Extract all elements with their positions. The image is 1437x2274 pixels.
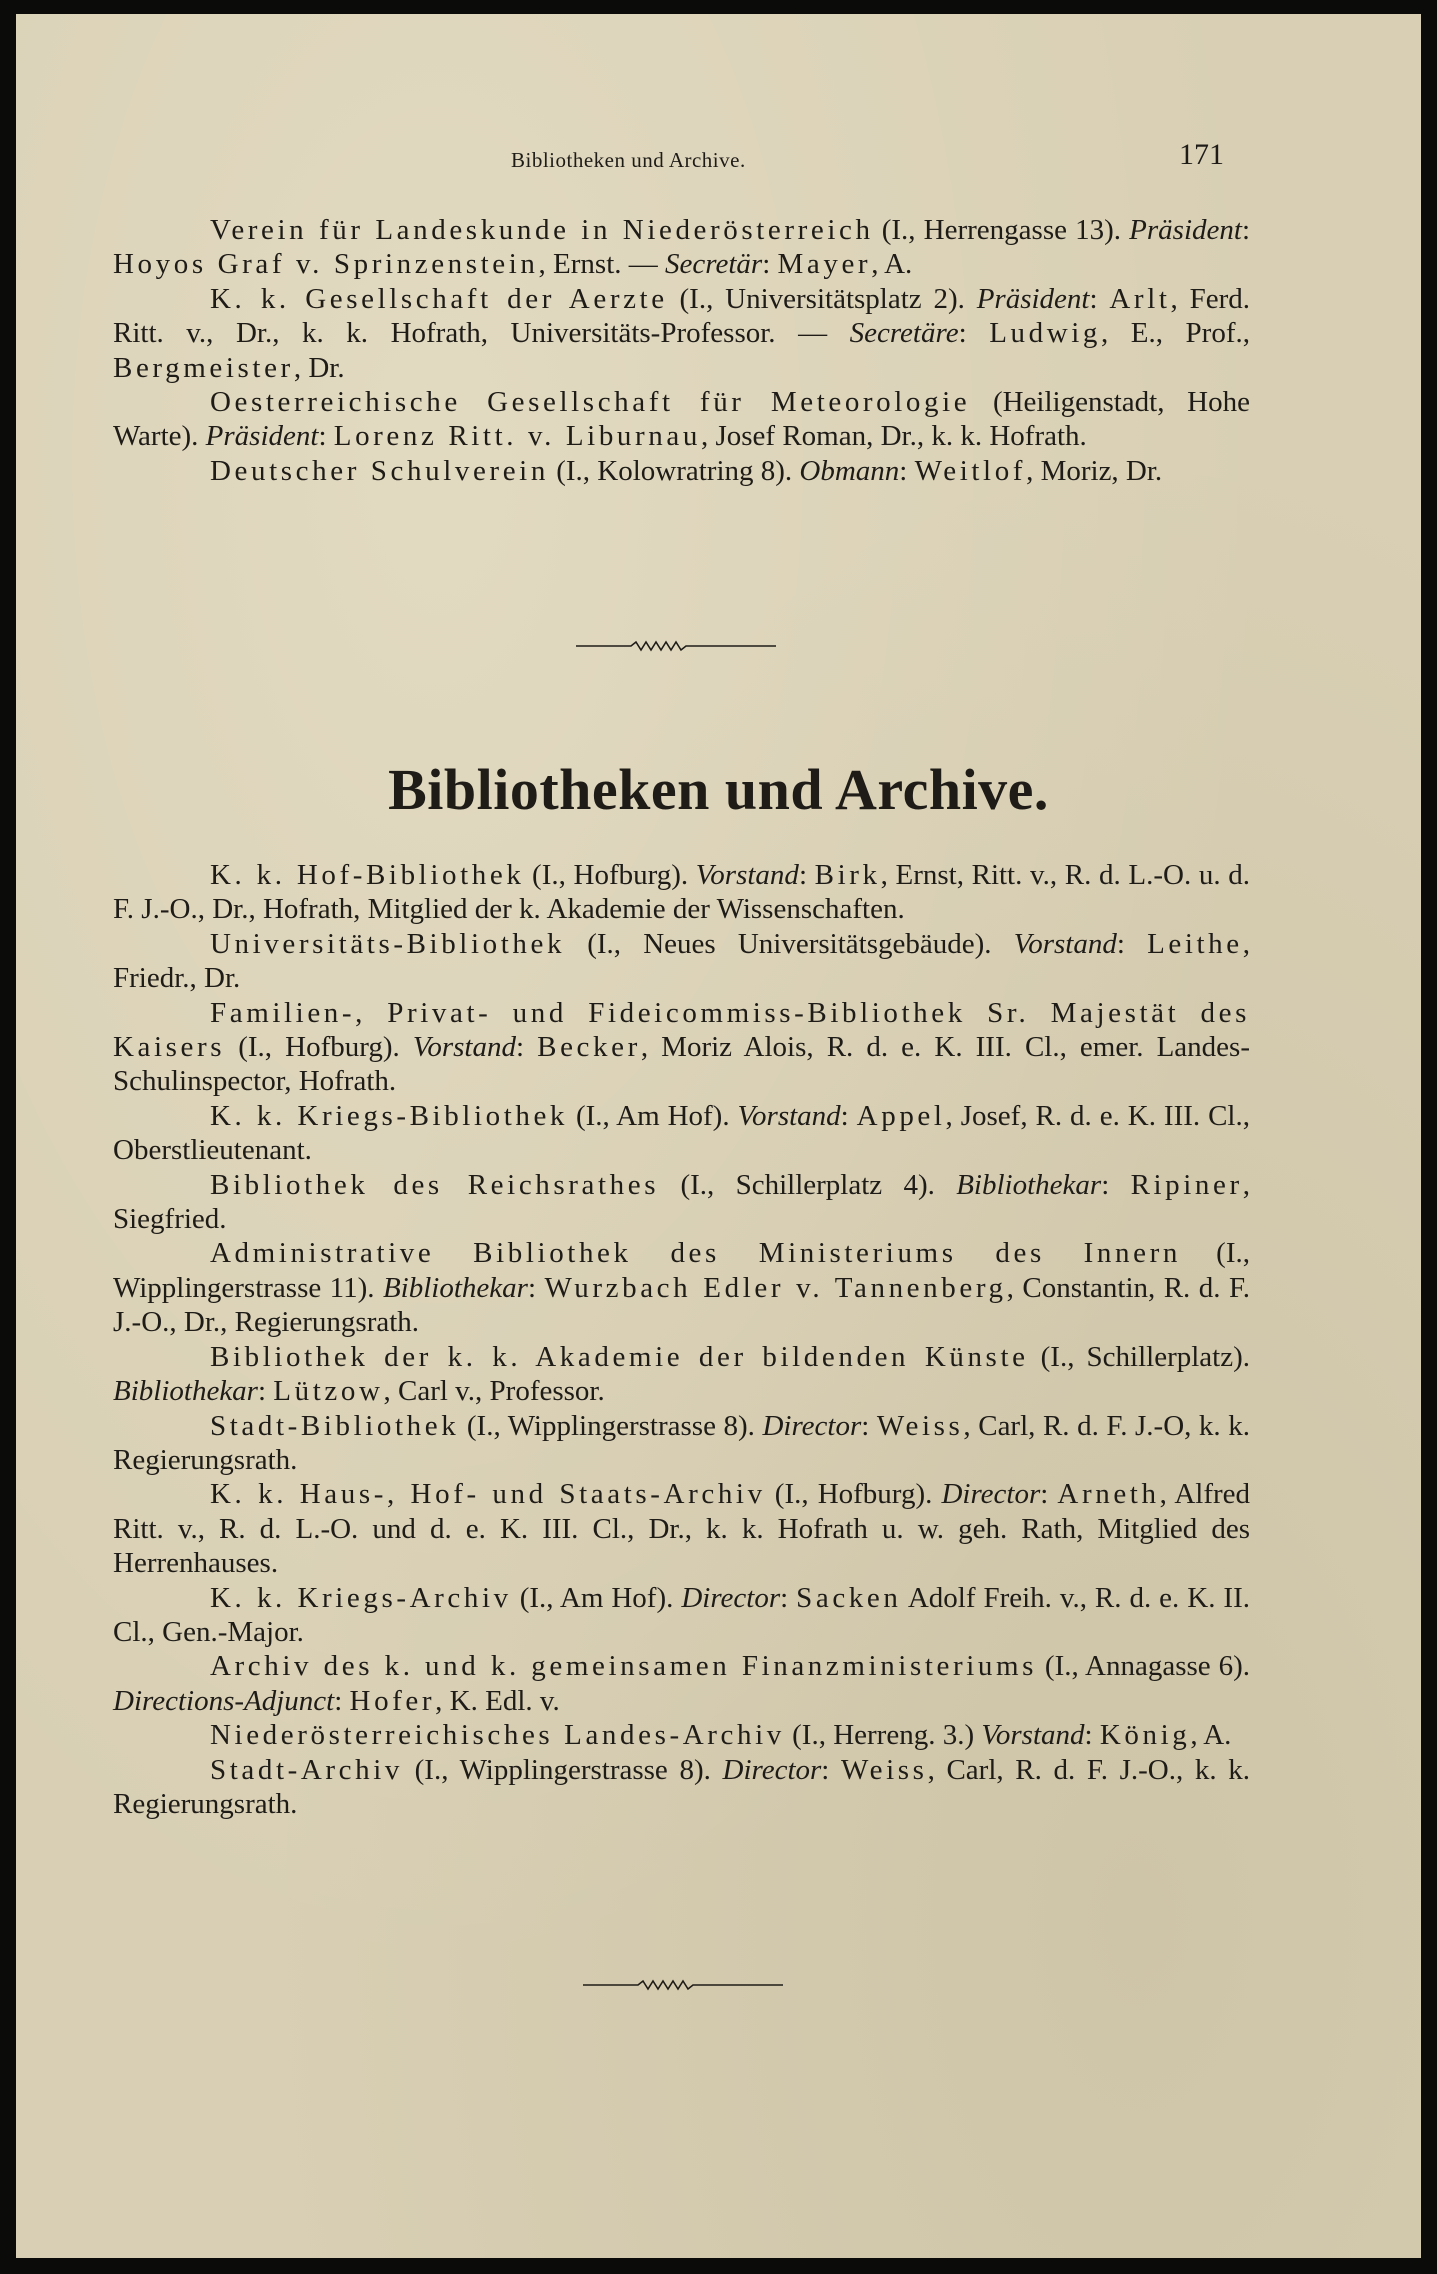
list-item: Niederösterreichisches Landes-Archiv (I., Herreng. 3.) Vorstand: König, A. [210,1719,1232,1752]
list-item: Archiv des k. und k. gemeinsamen Finanzministeriums (I., Annagasse 6). Directions-Adjunct: Hofer, K. Edl. v. [113,1650,1250,1717]
person-name: König [1099,1719,1191,1752]
person-name: Lützow [273,1375,384,1408]
institution-name: K. k. Kriegs-Bibliothek [210,1099,569,1132]
person-name: Weiss [841,1753,928,1786]
list-item: K. k. Kriegs-Bibliothek (I., Am Hof). Vorstand: Appel, Josef, R. d. e. K. III. Cl., Oberstlieutenant. [113,1099,1250,1167]
institution-name: Deutscher Schulverein [210,454,549,487]
list-item: K. k. Gesellschaft der Aerzte (I., Universitätsplatz 2). Präsident: Arlt, Ferd. Ritt. v., Dr., k. k. Hofrath, Universitäts-Professor. — Secretäre: Ludwig, E., Prof., Bergmeister, Dr. [113,282,1250,384]
institution-name: K. k. Gesellschaft der Aerzte [210,282,668,315]
role-label: Director [681,1581,781,1614]
person-name: Lorenz Ritt. v. Liburnau [333,420,701,453]
institution-name: Administrative Bibliothek des Ministeriums des Innern [210,1237,1181,1270]
list-item: Oesterreichische Gesellschaft für Meteorologie (Heiligenstadt, Hohe Warte). Präsident: Lorenz Ritt. v. Liburnau, Josef Roman, Dr., k. k. Hofrath. [113,386,1250,453]
institution-name: Stadt-Archiv [210,1753,404,1786]
institution-name: Niederösterreichisches Landes-Archiv [210,1719,785,1752]
person-name: Weiss [876,1409,964,1442]
book-page [16,14,1421,2258]
institution-name: Universitäts-Bibliothek [210,927,566,960]
person-name: Leithe [1147,927,1243,960]
list-item: Bibliothek des Reichsrathes (I., Schillerplatz 4). Bibliothekar: Ripiner, Siegfried. [113,1168,1251,1236]
institution-name: Archiv des k. und k. gemeinsamen Finanzministeriums [210,1650,1038,1683]
role-label: Director [941,1478,1041,1511]
wave-ornament-icon [576,636,776,656]
person-name: Arlt [1109,282,1171,315]
ornament-divider-bottom [583,1975,783,1995]
societies-list [113,213,1250,488]
person-name: Weitlof [914,454,1027,487]
list-item: K. k. Haus-, Hof- und Staats-Archiv (I., Hofburg). Director: Arneth, Alfred Ritt. v., R. d. L.-O. und d. e. K. III. Cl., Dr., k. k. Hofrath u. w. geh. Rath, Mitglied des Herrenhauses. [113,1478,1250,1580]
role-label: Vorstand [412,1031,516,1064]
list-item: Administrative Bibliothek des Ministeriums des Innern (I., Wipplingerstrasse 11). Bibliothekar: Wurzbach Edler v. Tannenberg, Constantin, R. d. F. J.-O., Dr., Regierungsrath. [113,1237,1251,1339]
institution-name: Verein für Landeskunde in Niederösterreich [210,214,874,246]
person-name: Ludwig [989,317,1102,350]
role-label: Vorstand [737,1099,841,1132]
role-label: Vorstand [981,1719,1085,1752]
person-name: Wurzbach Edler v. Tannenberg [544,1271,1007,1304]
role-label: Vorstand [695,859,799,891]
institution-name: Bibliothek des Reichsrathes [210,1168,660,1201]
person-name: Hofer [349,1684,436,1717]
institution-name: Stadt-Bibliothek [210,1409,460,1442]
role-label: Vorstand [1013,927,1117,960]
role-label: Präsident [976,282,1090,315]
institution-name: Oesterreichische Gesellschaft für Meteorologie [210,386,971,419]
role-label: Director [762,1409,862,1442]
list-item: Stadt-Archiv (I., Wipplingerstrasse 8). Director: Weiss, Carl, R. d. F. J.-O., k. k. Regierungsrath. [113,1753,1250,1820]
wave-ornament-icon [583,1975,783,1995]
list-item: K. k. Kriegs-Archiv (I., Am Hof). Director: Sacken Adolf Freih. v., R. d. e. K. II. Cl., Gen.-Major. [113,1581,1250,1648]
person-name: Mayer [777,248,872,281]
list-item: Bibliothek der k. k. Akademie der bildenden Künste (I., Schillerplatz). Bibliothekar: Lützow, Carl v., Professor. [113,1340,1250,1408]
list-item: Verein für Landeskunde in Niederösterreich (I., Herrengasse 13). Präsident: Hoyos Graf v. Sprinzenstein, Ernst. — Secretär: Mayer, A. [113,214,1250,281]
institution-name: K. k. Hof-Bibliothek [210,859,525,891]
role-label: Bibliothekar [382,1271,528,1304]
role-label: Secretäre [849,317,959,350]
institution-name: Familien-, Privat- und Fideicommiss-Bibliothek Sr. Majestät des Kaisers [113,996,1250,1064]
person-name: Ripiner [1130,1168,1243,1201]
institution-name: K. k. Kriegs-Archiv [210,1581,512,1614]
role-label: Präsident [205,420,319,453]
role-label: Secretär [665,248,763,281]
institution-name: Bibliothek der k. k. Akademie der bildenden Künste [210,1340,1029,1373]
role-label: Directions-Adjunct [113,1684,335,1717]
libraries-list [113,858,1250,1821]
person-name: Arneth [1057,1478,1160,1511]
list-item: Universitäts-Bibliothek (I., Neues Universitätsgebäude). Vorstand: Leithe, Friedr., Dr. [113,927,1250,995]
list-item: Deutscher Schulverein (I., Kolowratring 8). Obmann: Weitlof, Moriz, Dr. [210,454,1163,487]
list-item: Familien-, Privat- und Fideicommiss-Bibliothek Sr. Majestät des Kaisers (I., Hofburg). Vorstand: Becker, Moriz Alois, R. d. e. K. III. Cl., emer. Landes-Schulinspector, Hofrath. [113,996,1250,1098]
institution-name: K. k. Haus-, Hof- und Staats-Archiv [210,1478,766,1511]
role-label: Bibliothekar [113,1375,258,1408]
role-label: Bibliothekar [956,1168,1102,1201]
page-number: 171 [1179,138,1224,171]
person-name: Bergmeister [113,351,294,384]
role-label: Präsident [1129,214,1242,246]
running-head: Bibliotheken und Archive. [511,148,746,172]
list-item: K. k. Hof-Bibliothek (I., Hofburg). Vorstand: Birk, Ernst, Ritt. v., R. d. L.-O. u. d. F. J.-O., Dr., Hofrath, Mitglied der k. Akademie der Wissenschaften. [113,859,1250,926]
person-name: Becker [537,1031,641,1064]
section-heading: Bibliotheken und Archive. [388,757,1049,822]
person-name: Birk [814,859,881,891]
ornament-divider [576,636,776,656]
person-name: Hoyos Graf v. Sprinzenstein [113,248,539,281]
person-name: Appel [856,1099,946,1132]
list-item: Stadt-Bibliothek (I., Wipplingerstrasse 8). Director: Weiss, Carl, R. d. F. J.-O, k. k. Regierungsrath. [113,1409,1250,1476]
role-label: Obmann [799,454,900,487]
person-name: Sacken [796,1581,902,1614]
role-label: Director [722,1753,822,1786]
